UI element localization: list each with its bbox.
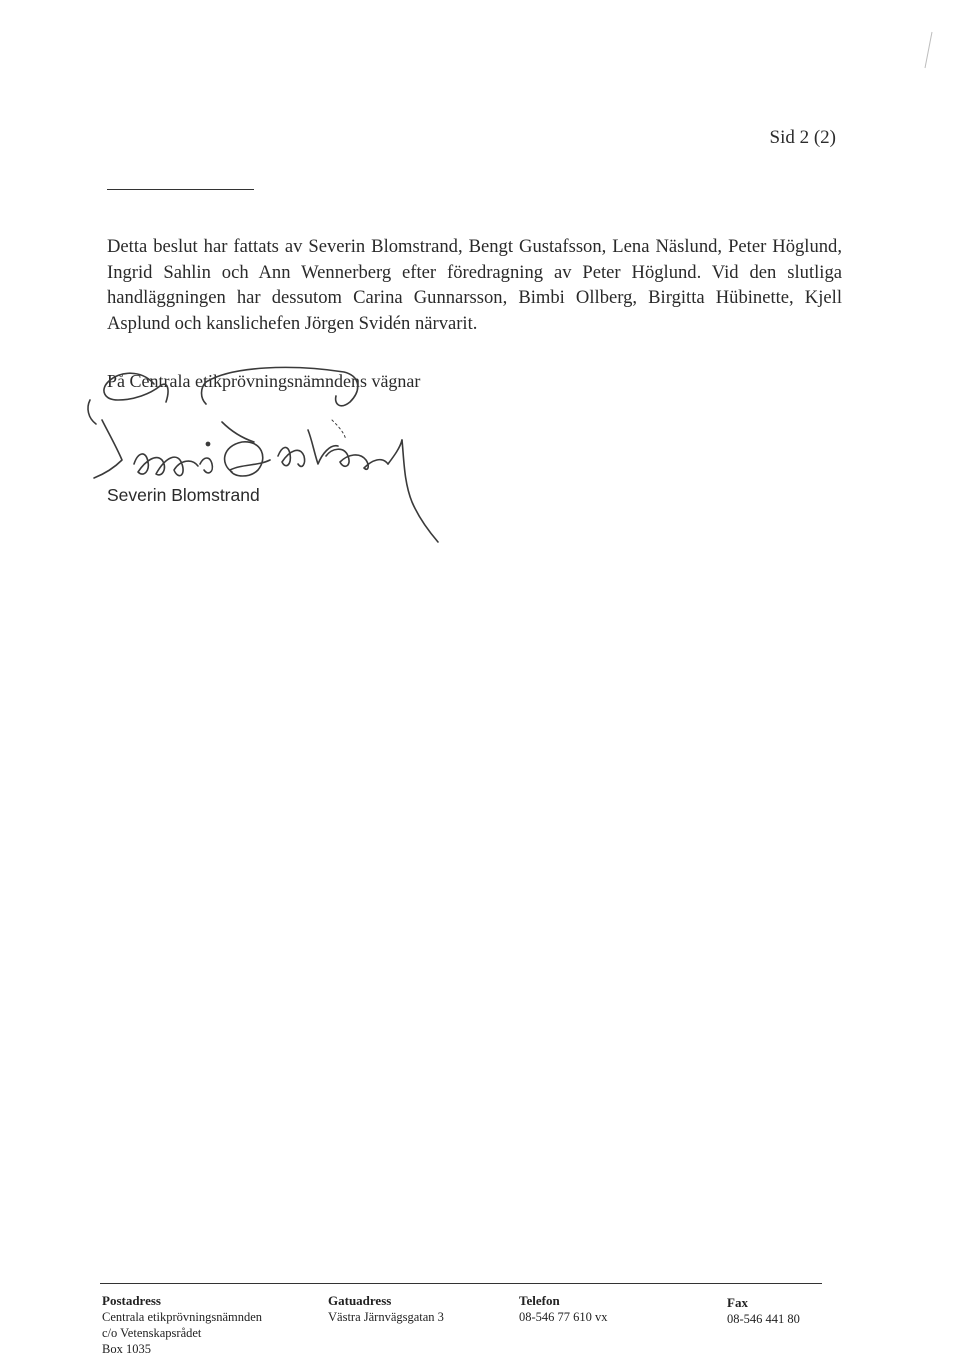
footer-fax-number: 08-546 441 80	[727, 1312, 800, 1326]
handwritten-signature	[82, 360, 442, 550]
footer-postal-line: c/o Vetenskapsrådet	[102, 1326, 202, 1340]
footer-fax	[727, 1295, 800, 1327]
footer-postal-line: Centrala etikprövningsnämnden	[102, 1310, 263, 1324]
header-divider	[107, 189, 254, 190]
signer-name: Severin Blomstrand	[107, 485, 260, 505]
footer	[102, 1293, 832, 1356]
footer-street-heading: Gatuadress	[328, 1293, 392, 1308]
footer-fax-heading: Fax	[727, 1295, 748, 1310]
footer-postal-line: Box 1035	[102, 1342, 151, 1356]
footer-phone-number: 08-546 77 610 vx	[519, 1310, 608, 1324]
footer-street-line: Västra Järnvägsgatan 3	[328, 1310, 444, 1324]
margin-pen-mark	[922, 30, 934, 70]
footer-street-address	[328, 1293, 444, 1325]
page-number: Sid 2 (2)	[769, 127, 836, 148]
decision-paragraph: Detta beslut har fattats av Severin Blomstrand, Bengt Gustafsson, Lena Näslund, Peter Höglund, Ingrid Sahlin och Ann Wennerberg efter föredragning av Peter Höglund. Vid den slutliga handläggningen har dessutom Carina Gunnarsson, Bimbi Ollberg, Birgitta Hübinette, Kjell Asplund och kanslichefen Jörgen Svidén närvarit.	[107, 236, 842, 334]
on-behalf-line: På Centrala etikprövningsnämndens vägnar	[107, 371, 421, 391]
footer-postal-heading: Postadress	[102, 1293, 161, 1308]
footer-postal-address	[102, 1293, 263, 1356]
footer-divider	[100, 1283, 822, 1284]
footer-phone	[519, 1293, 608, 1325]
footer-phone-heading: Telefon	[519, 1293, 560, 1308]
